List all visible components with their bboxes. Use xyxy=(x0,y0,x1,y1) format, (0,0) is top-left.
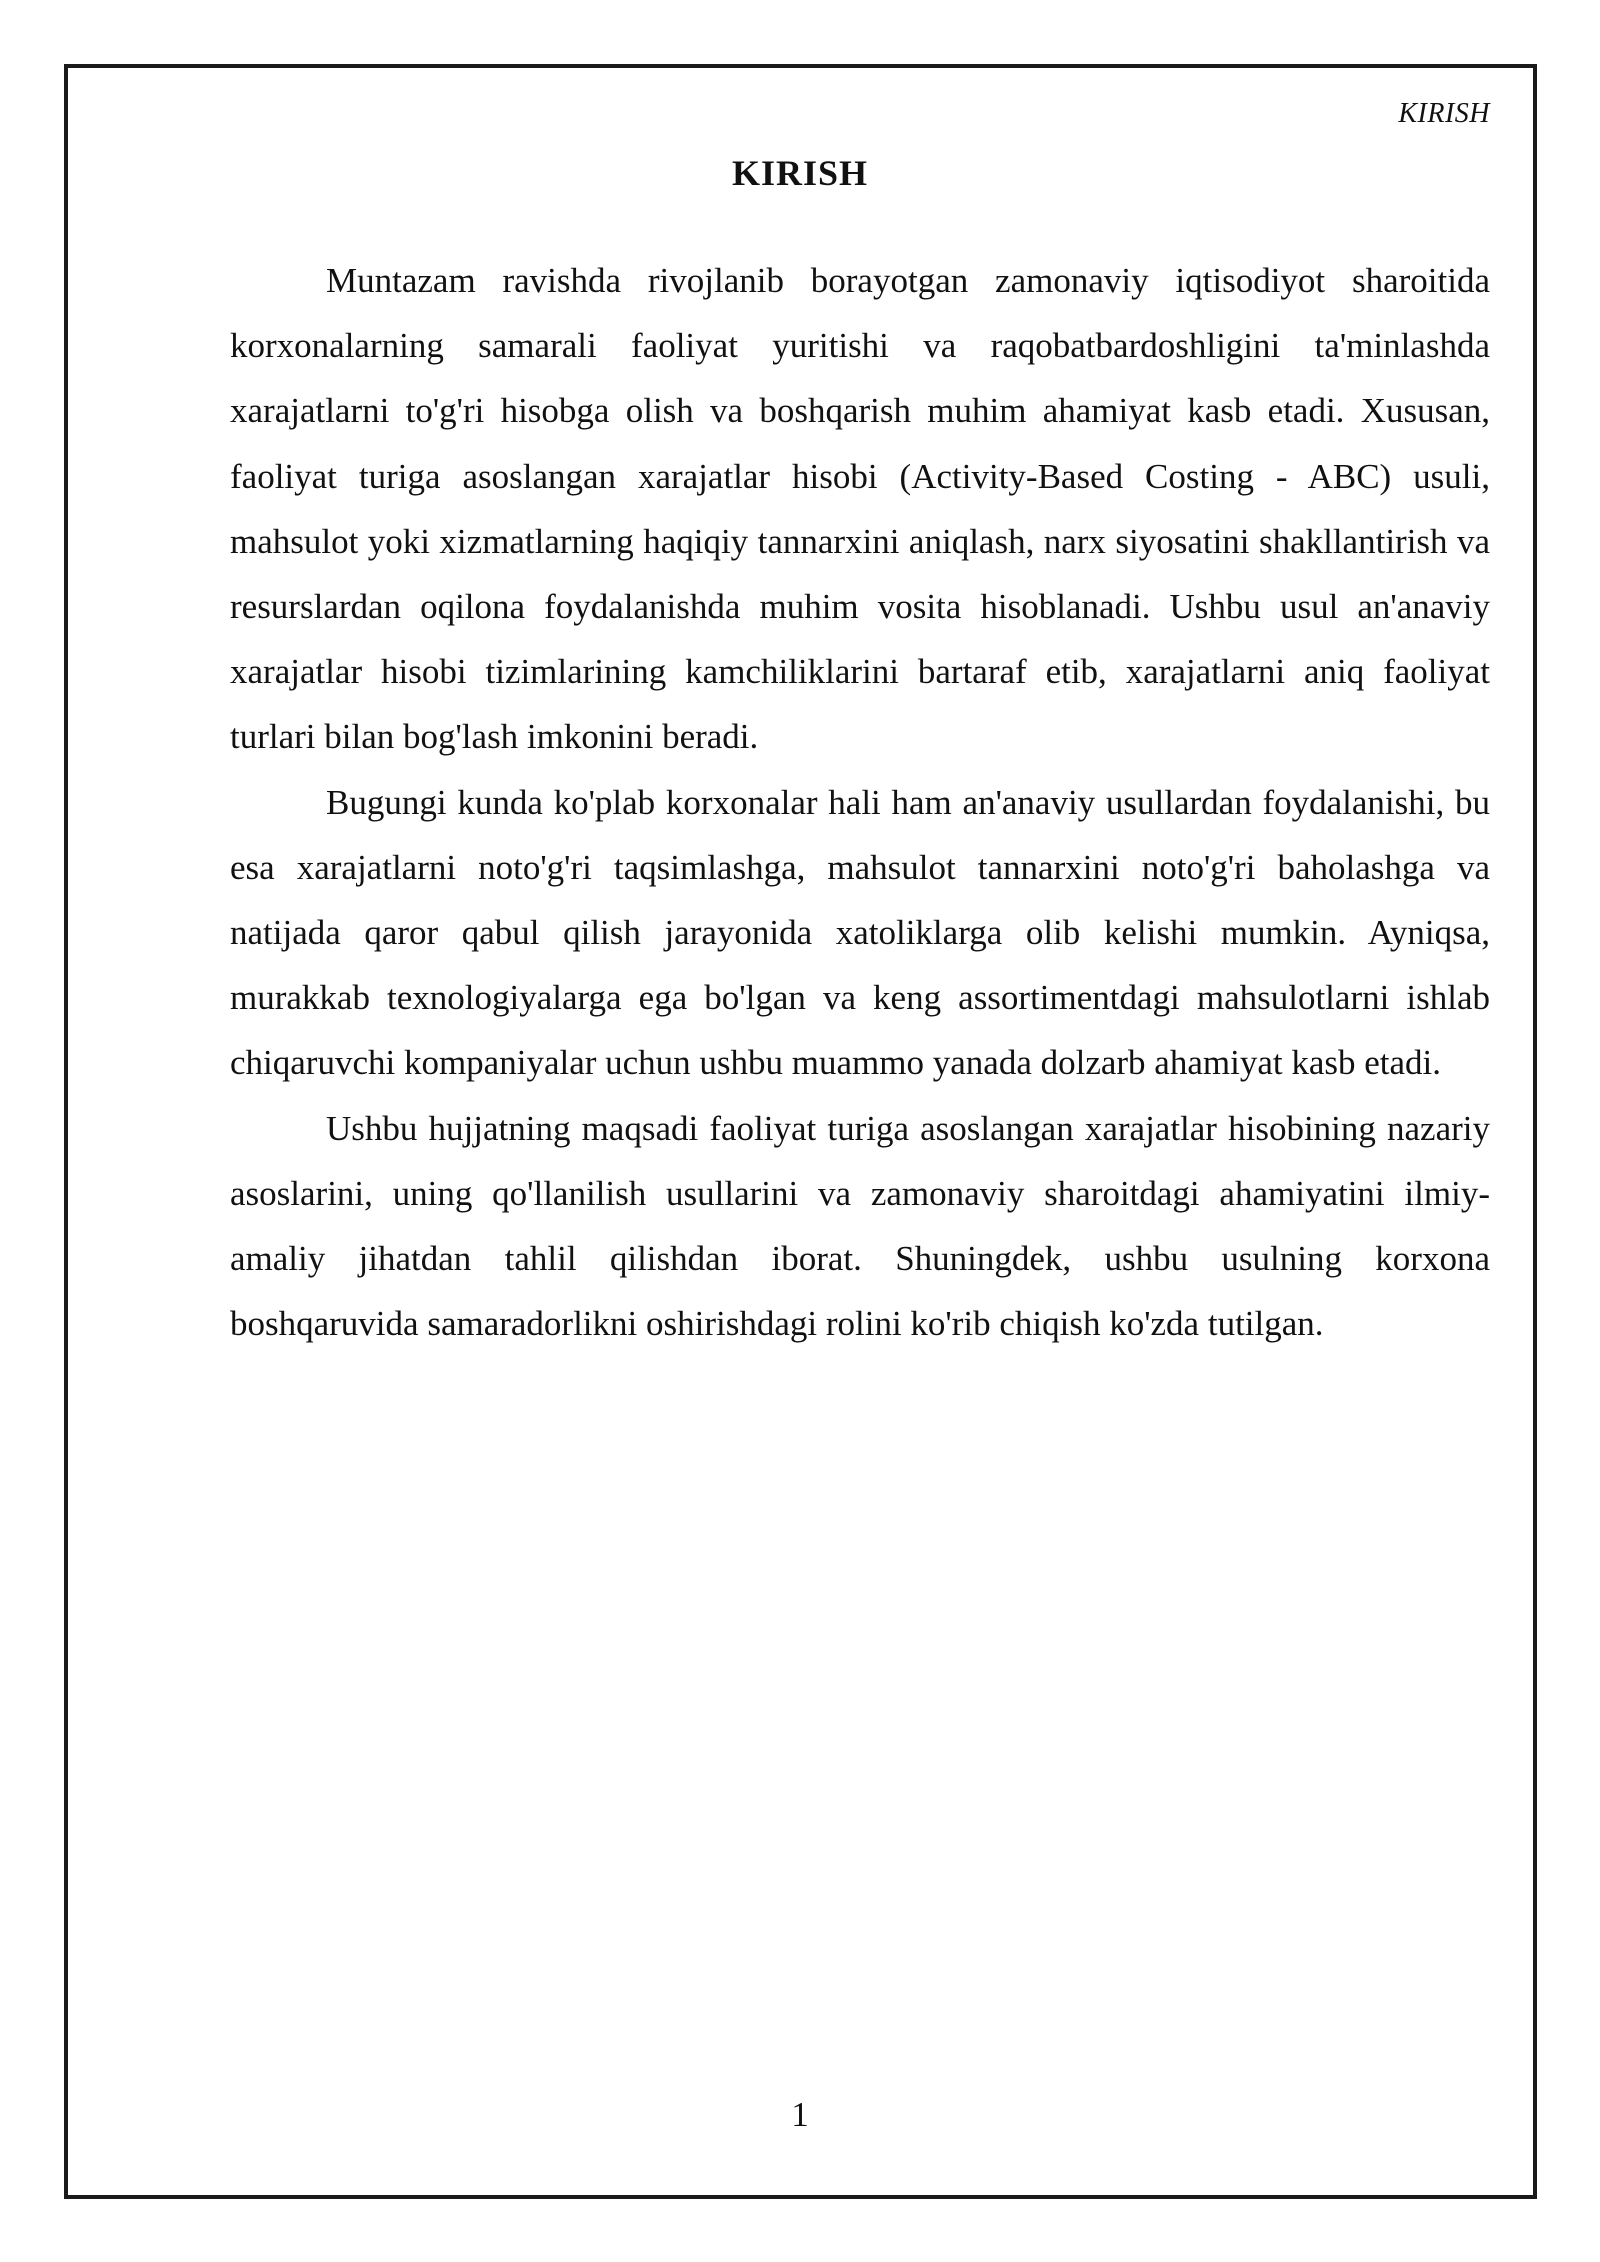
document-body xyxy=(230,248,1490,1356)
paragraph-1: Muntazam ravishda rivojlanib borayotgan zamonaviy iqtisodiyot sharoitida korxonalarning samarali faoliyat yuritishi va raqobatbardoshligini ta'minlashda xarajatlarni to'g'ri hisobga olish va boshqarish muhim ahamiyat kasb etadi. Xususan, faoliyat turiga asoslangan xarajatlar hisobi (Activity-Based Costing - ABC) usuli, mahsulot yoki xizmatlarning haqiqiy tannarxini aniqlash, narx siyosatini shakllantirish va resurslardan oqilona foydalanishda muhim vosita hisoblanadi. Ushbu usul an'anaviy xarajatlar hisobi tizimlarining kamchiliklarini bartaraf etib, xarajatlarni aniq faoliyat turlari bilan bog'lash imkonini beradi. xyxy=(230,261,1490,757)
paragraph-2: Bugungi kunda ko'plab korxonalar hali ham an'anaviy usullardan foydalanishi, bu esa xarajatlarni noto'g'ri taqsimlashga, mahsulot tannarxini noto'g'ri baholashga va natijada qaror qabul qilish jarayonida xatoliklarga olib kelishi mumkin. Ayniqsa, murakkab texnologiyalarga ega bo'lgan va keng assortimentdagi mahsulotlarni ishlab chiqaruvchi kompaniyalar uchun ushbu muammo yanada dolzarb ahamiyat kasb etadi. xyxy=(230,782,1490,1083)
paragraph-3: Ushbu hujjatning maqsadi faoliyat turiga asoslangan xarajatlar hisobining nazariy asoslarini, uning qo'llanilish usullarini va zamonaviy sharoitdagi ahamiyatini ilmiy-amaliy jihatdan tahlil qilishdan iborat. Shuningdek, ushbu usulning korxona boshqaruvida samaradorlikni oshirishdagi rolini ko'rib chiqish ko'zda tutilgan. xyxy=(230,1108,1490,1344)
running-header: KIRISH xyxy=(1398,98,1490,129)
page-title: KIRISH xyxy=(731,153,869,193)
page-number: 1 xyxy=(791,2095,809,2134)
